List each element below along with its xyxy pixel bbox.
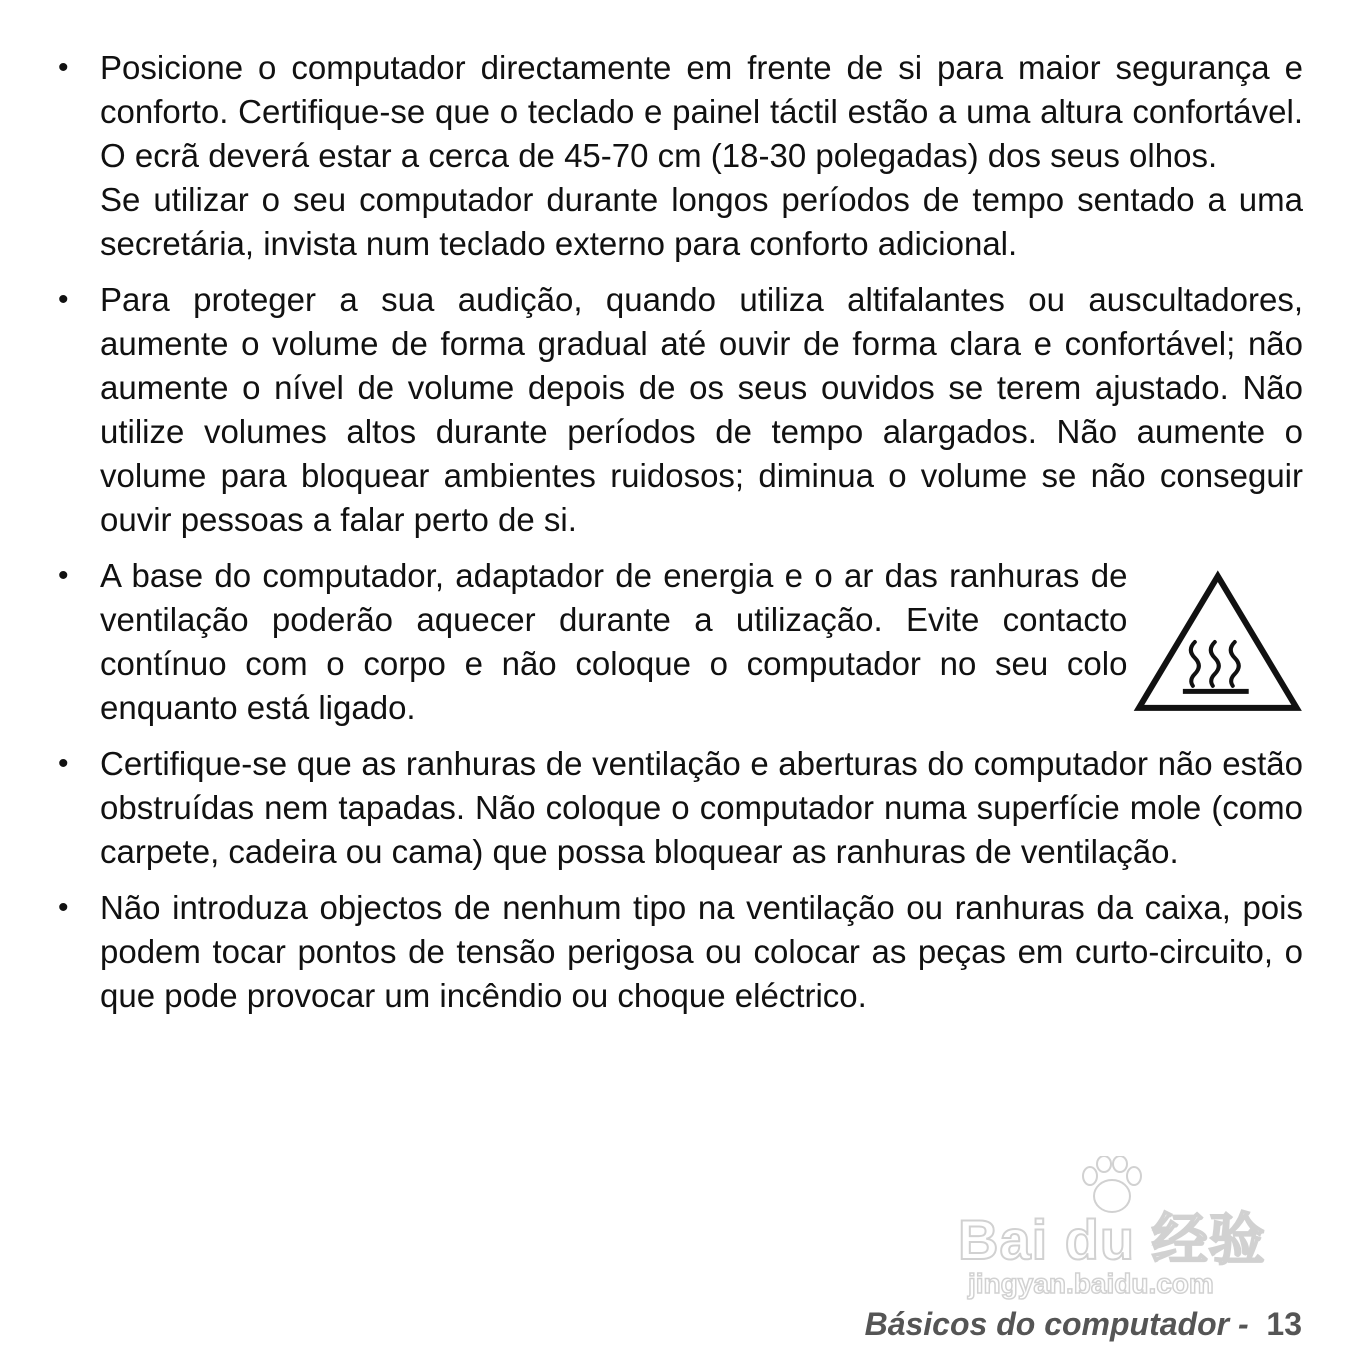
list-item-ventilation xyxy=(0,742,1360,874)
item-paragraph: A base do computador, adaptador de energia e o ar das ranhuras de ventilação poderão aquecer durante a utilização. Evite contacto contínuo com o corpo e não coloque o computador no seu colo enquanto está ligado. xyxy=(100,557,1128,726)
item-paragraph: Posicione o computador directamente em frente de si para maior segurança e conforto. Certifique-se que o teclado e painel táctil estão a uma altura confortável. O ecrã deverá estar a cerca de 45-70 cm (18-30 polegadas) dos seus olhos. xyxy=(100,49,1303,174)
list-item-heat xyxy=(0,554,1360,730)
watermark-url: jingyan.baidu.com xyxy=(968,1268,1214,1299)
page-number: 13 xyxy=(1266,1306,1302,1342)
bullet-marker: • xyxy=(58,891,69,924)
baidu-watermark xyxy=(958,1156,1288,1306)
hot-surface-warning-icon xyxy=(1133,568,1303,718)
bullet-marker: • xyxy=(58,559,69,592)
page-footer xyxy=(865,1306,1302,1343)
footer-section-title: Básicos do computador - xyxy=(864,1306,1249,1342)
watermark-logo-text: Bai du 经验 xyxy=(958,1208,1266,1271)
bullet-marker: • xyxy=(58,283,69,316)
item-paragraph: Não introduza objectos de nenhum tipo na ventilação ou ranhuras da caixa, pois podem tocar pontos de tensão perigosa ou colocar as peças em curto-circuito, o que pode provocar um incêndio ou choque eléctrico. xyxy=(100,889,1303,1014)
item-paragraph: Certifique-se que as ranhuras de ventilação e aberturas do computador não estão obstruídas nem tapadas. Não coloque o computador numa superfície mole (como carpete, cadeira ou cama) que possa bloquear as ranhuras de ventilação. xyxy=(100,745,1303,870)
safety-bullet-list xyxy=(0,46,1360,1030)
list-item-objects xyxy=(0,886,1360,1018)
item-paragraph: Para proteger a sua audição, quando utiliza altifalantes ou auscultadores, aumente o volume de forma gradual até ouvir de forma clara e confortável; não aumente o nível de volume depois de os seus ouvidos se terem ajustado. Não utilize volumes altos durante períodos de tempo alargados. Não aumente o volume para bloquear ambientes ruidosos; diminua o volume se não conseguir ouvir pessoas a falar perto de si. xyxy=(100,281,1303,538)
item-paragraph: Se utilizar o seu computador durante longos períodos de tempo sentado a uma secretária, invista num teclado externo para conforto adicional. xyxy=(100,181,1303,262)
list-item-ergonomics xyxy=(0,46,1360,266)
bullet-marker: • xyxy=(58,51,69,84)
list-item-hearing xyxy=(0,278,1360,542)
bullet-marker: • xyxy=(58,747,69,780)
